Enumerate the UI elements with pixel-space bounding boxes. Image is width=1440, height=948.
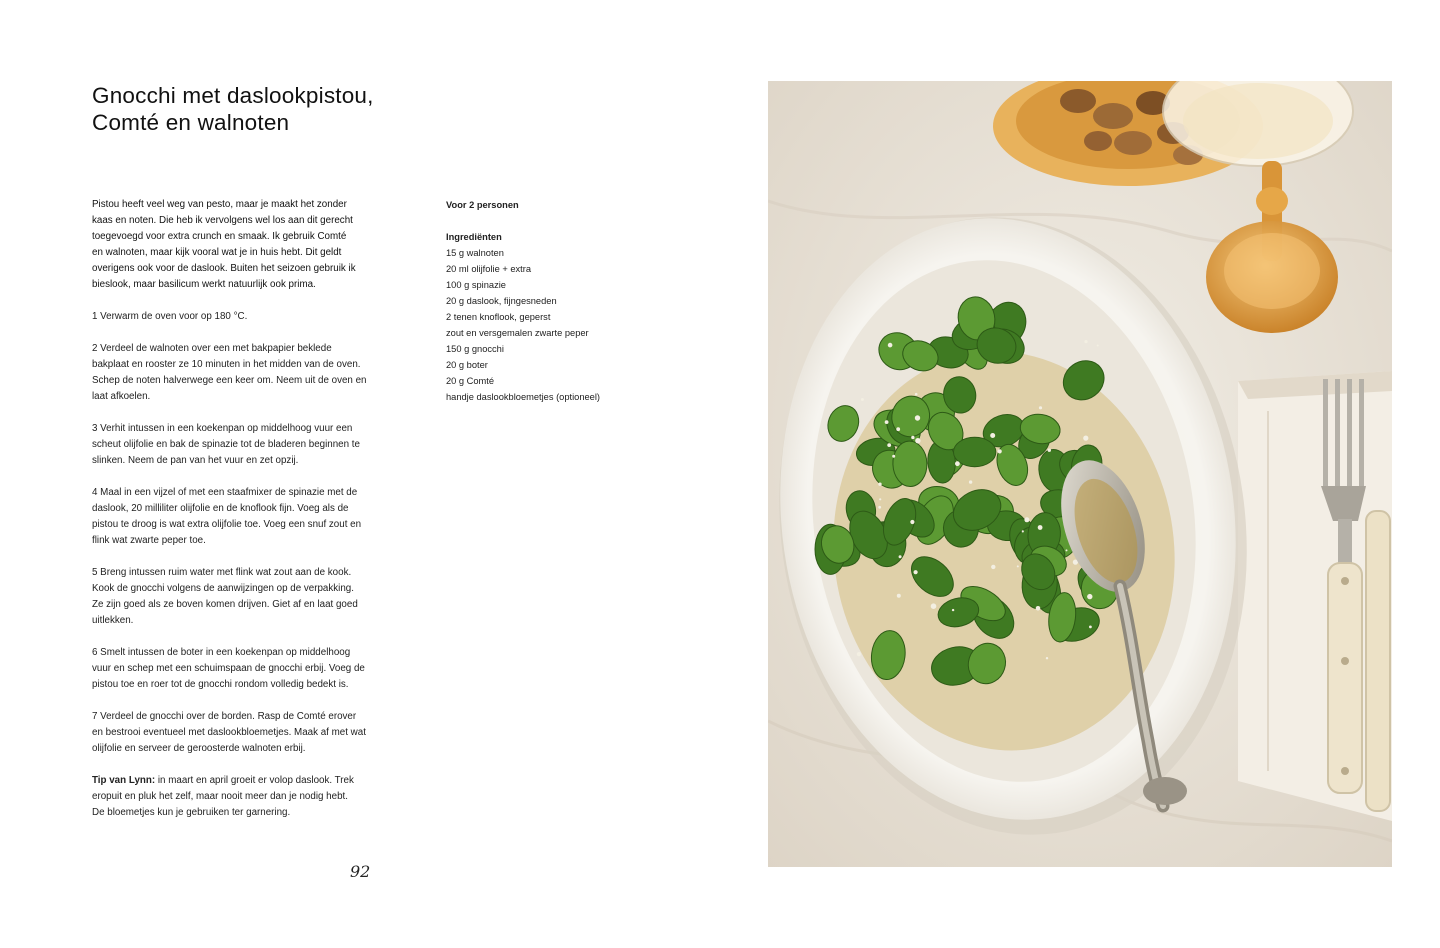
intro-line: kaas en noten. Die heb ik vervolgens wel los aan dit gerecht [92, 215, 353, 226]
cheese-shaving [861, 398, 864, 401]
ingredient-item: 20 ml olijfolie + extra [446, 264, 532, 274]
cheese-shaving [991, 565, 995, 569]
step-line: Ze zijn goed als ze boven komen drijven. Giet af en laat goed [92, 599, 358, 610]
intro-line: overigens ook voor de daslook. Buiten het seizoen gebruik ik [92, 263, 356, 274]
dish-photo [768, 81, 1392, 867]
ingredient-item: 20 g Comté [446, 376, 495, 386]
step-line: 4 Maal in een vijzel of met een staafmixer de spinazie met de [92, 487, 358, 498]
cheese-shaving [914, 570, 918, 574]
intro-line: bieslook, maar basilicum werkt natuurlijk ook prima. [92, 279, 316, 290]
cheese-shaving [1039, 406, 1042, 409]
step-line: vuur en schep met een schuimspaan de gnocchi erbij. Voeg de [92, 663, 365, 674]
cheese-shaving [1087, 594, 1092, 599]
cheese-shaving [879, 498, 881, 500]
step-3 [92, 421, 412, 469]
cheese-shaving [998, 449, 1002, 453]
step-line: pistou toe en roer tot de gnocchi rondom volledig bedekt is. [92, 679, 349, 690]
cheese-shaving [892, 455, 895, 458]
tip-line: De bloemetjes kun je gebruiken ter garnering. [92, 807, 291, 818]
step-line: slinken. Neem de pan van het vuur en zet opzij. [92, 455, 299, 466]
recipe-title [92, 82, 512, 136]
step-line: bakplaat en rooster ze 10 minuten in het midden van de oven. [92, 359, 361, 370]
cheese-shaving [897, 594, 901, 598]
step-line: laat afkoelen. [92, 391, 151, 402]
cheese-shaving [915, 415, 920, 420]
cheese-shaving [990, 433, 995, 438]
cheese-shaving [1089, 626, 1092, 629]
step-line: daslook, 20 milliliter olijfolie en de knoflook fijn. Voeg als de [92, 503, 349, 514]
step-line: 3 Verhit intussen in een koekenpan op middelhoog vuur een [92, 423, 353, 434]
ingredient-item: 150 g gnocchi [446, 344, 504, 354]
ingredient-item: handje daslookbloemetjes (optioneel) [446, 392, 601, 402]
ingredient-item: 2 tenen knoflook, geperst [446, 312, 551, 322]
cheese-shaving [887, 443, 891, 447]
cheese-shaving [952, 609, 954, 611]
ingredient-item: 100 g spinazie [446, 280, 506, 290]
method-steps [92, 309, 412, 837]
cheese-shaving [896, 427, 900, 431]
cheese-shaving [1046, 657, 1048, 659]
intro-paragraph [92, 197, 402, 293]
gnocchi-piece [954, 437, 996, 466]
intro-line: Pistou heeft veel weg van pesto, maar je maakt het zonder [92, 199, 347, 210]
cheese-shaving [969, 480, 972, 483]
step-line: 6 Smelt intussen de boter in een koekenpan op middelhoog [92, 647, 351, 658]
cheese-shaving [878, 483, 881, 486]
cheese-shaving [1017, 565, 1019, 567]
recipe-title-line-2: Comté en walnoten [92, 110, 290, 135]
step-line: 5 Breng intussen ruim water met flink wat zout aan de kook. [92, 567, 352, 578]
cheese-shaving [931, 603, 937, 609]
intro-line: toegevoegd voor extra crunch en smaak. Ik gebruik Comté [92, 231, 347, 242]
servings: Voor 2 personen [446, 200, 519, 210]
tip [92, 773, 412, 821]
cheese-shaving [888, 343, 893, 348]
recipe-title-line-1: Gnocchi met daslookpistou, [92, 83, 374, 108]
cheese-shaving [955, 461, 960, 466]
cheese-shaving [1038, 525, 1043, 530]
step-1 [92, 309, 412, 325]
step-line: Schep de noten halverwege een keer om. Neem uit de oven en [92, 375, 367, 386]
ingredient-item: 20 g boter [446, 360, 488, 370]
tip-text: in maart en april groeit er volop daslook. Trek [155, 775, 354, 786]
cheese-shaving [857, 652, 861, 656]
tip-line [92, 773, 412, 789]
step-line: 2 Verdeel de walnoten over een met bakpapier beklede [92, 343, 332, 354]
cheese-shaving [885, 420, 889, 424]
step-line: en bestrooi eventueel met daslookbloemetjes. Maak af met wat [92, 727, 366, 738]
cheese-shaving [1084, 340, 1087, 343]
tip-line: eropuit en pluk het zelf, maar nooit meer dan je nodig hebt. [92, 791, 348, 802]
cheese-shaving [1083, 436, 1088, 441]
cheese-shaving [1022, 530, 1024, 532]
dish-illustration [768, 81, 1392, 867]
step-line: Kook de gnocchi volgens de aanwijzingen op de verpakking. [92, 583, 354, 594]
step-4 [92, 485, 412, 549]
cheese-shaving [1066, 549, 1068, 551]
step-line: uitlekken. [92, 615, 134, 626]
step-5 [92, 565, 412, 629]
cheese-shaving [878, 506, 881, 509]
step-7 [92, 709, 412, 757]
ingredient-item: 15 g walnoten [446, 248, 504, 258]
intro-line: en walnoten, maar kijk vooral wat je in huis hebt. Dit geldt [92, 247, 342, 258]
cheese-shaving [910, 520, 914, 524]
step-2 [92, 341, 412, 405]
cheese-shaving [899, 555, 902, 558]
ingredients-column [446, 197, 666, 405]
cheese-shaving [911, 436, 914, 439]
ingredients-heading: Ingrediënten [446, 232, 502, 242]
step-line: flink wat zwarte peper toe. [92, 535, 206, 546]
cheese-shaving [915, 438, 920, 443]
step-line: 1 Verwarm de oven voor op 180 °C. [92, 311, 248, 322]
ingredient-item: 20 g daslook, fijngesneden [446, 296, 557, 306]
step-line: 7 Verdeel de gnocchi over de borden. Rasp de Comté erover [92, 711, 357, 722]
step-6 [92, 645, 412, 693]
step-line: pistou te droog is wat extra olijfolie toe. Voeg een snuf zout en [92, 519, 362, 530]
step-line: scheut olijfolie en bak de spinazie tot de bladeren beginnen te [92, 439, 360, 450]
cheese-shaving [1024, 517, 1029, 522]
tip-label: Tip van Lynn: [92, 775, 156, 786]
cheese-shaving [1036, 606, 1041, 611]
cheese-shaving [1097, 345, 1099, 347]
cheese-shaving [1048, 449, 1051, 452]
ingredient-item: zout en versgemalen zwarte peper [446, 328, 589, 338]
step-line: olijfolie en serveer de geroosterde walnoten erbij. [92, 743, 306, 754]
page-number: 92 [350, 862, 371, 881]
cheese-shaving [915, 393, 918, 396]
